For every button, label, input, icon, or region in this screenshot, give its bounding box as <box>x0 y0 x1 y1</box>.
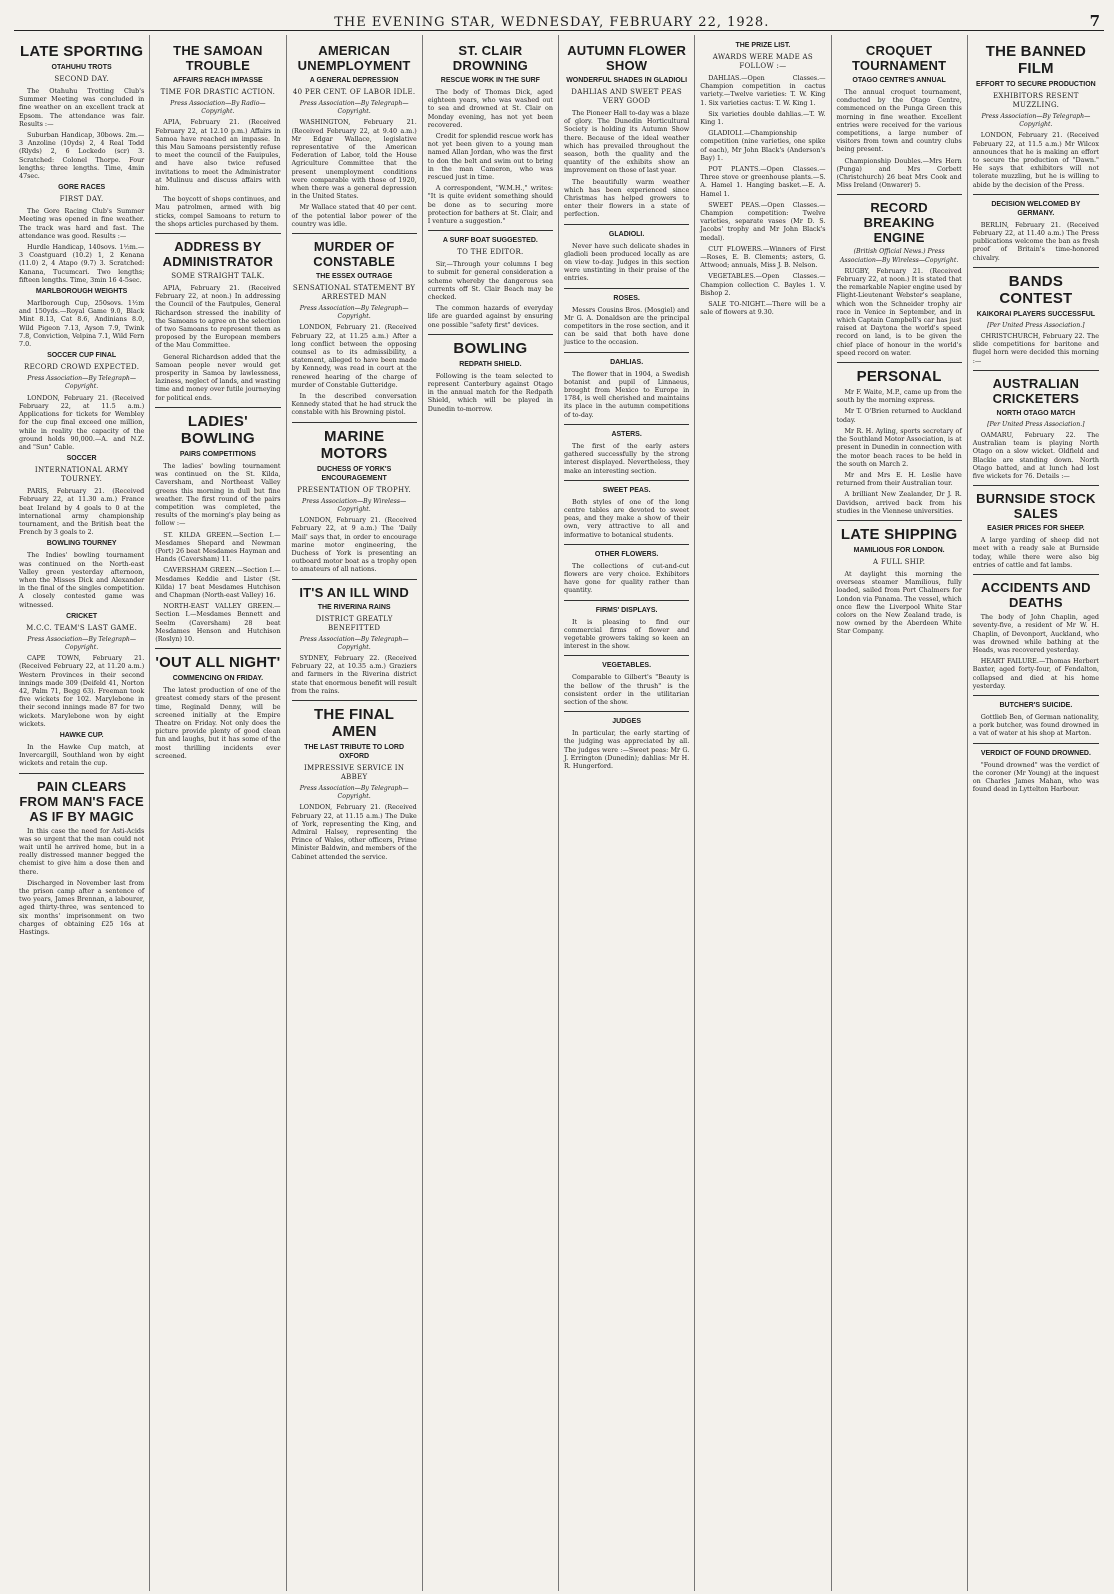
article-headline: LATE SHIPPING <box>840 525 958 543</box>
article-subhead: SOCCER CUP FINAL <box>47 352 117 360</box>
article-subhead: CRICKET <box>66 612 98 620</box>
article-divider <box>973 743 1099 744</box>
article-divider <box>564 600 689 601</box>
article-subhead: THE ESSEX OUTRAGE <box>316 273 393 281</box>
article-paragraph: VEGETABLES.—Open Classes.—Champion collection C. Bayles 1. V. Bishop 2. <box>700 272 826 297</box>
article-headline: CROQUET TOURNAMENT <box>852 43 947 73</box>
article-paragraph: The flower that in 1904, a Swedish botanist and pupil of Linnaeus, brought from Mexico to Europe in 1784, is well cherished and maintains its place in the autumn competitions of to-day. <box>564 369 690 419</box>
article-subhead: HAWKE CUP. <box>59 731 104 739</box>
article-subhead: A GENERAL DEPRESSION <box>309 77 399 84</box>
article <box>155 239 280 402</box>
article-subhead: BUTCHER'S SUICIDE. <box>999 701 1073 709</box>
article-divider <box>973 485 1099 486</box>
article-subhead: OTHER FLOWERS. <box>594 550 659 558</box>
article-divider <box>292 422 417 423</box>
article-subhead: JUDGES <box>612 718 642 726</box>
article <box>973 43 1099 189</box>
article-paragraph: The boycott of shops continues, and Mau patrolmen, armed with big sticks, compel Samoans to return to the shops articles purchased by them. <box>155 195 281 228</box>
article-dek: SENSATIONAL STATEMENT BY ARRESTED MAN <box>292 284 416 302</box>
article-paragraph: SWEET PEAS.—Open Classes.—Champion competition: Twelve varieties, separate vases (Mr D. S. Jacobs' trophy and Mr John Black's medal). <box>700 200 826 242</box>
article-credit: (British Official News.) Press Association—By Wireless—Copyright. <box>839 248 959 264</box>
article-paragraph: Six varieties double dahlias.—T. W. King 1. <box>700 109 826 127</box>
article-paragraph: The ladies' bowling tournament was continued on the St. Kilda, Caversham, and Northeast Valley greens this morning in dull but fine weather. The first round of the pairs competition was completed, the results of the morning's play being as follow :— <box>155 461 281 528</box>
article-credit: Press Association—By Telegraph—Copyright. <box>299 100 409 116</box>
article-section <box>19 351 144 451</box>
article-divider <box>564 352 689 353</box>
article-dek: TIME FOR DRASTIC ACTION. <box>160 88 276 96</box>
article-paragraph: Suburban Handicap, 30bows. 2m.—3 Anzoline (10yds) 2, 4 Real Todd (Rlyds) 2, 6 Lockedo (scr) 3. Scratched: Colonel Thorpe. Four lengths; three lengths. Time, 4min 47sec. <box>19 131 145 181</box>
article-dek: AWARDS WERE MADE AS FOLLOW :— <box>712 53 813 70</box>
page-number: 7 <box>1089 12 1100 30</box>
article-headline: LATE SPORTING <box>20 43 144 60</box>
article <box>564 661 689 706</box>
article-dek: TO THE EDITOR. <box>457 248 524 257</box>
article-headline: THE BANNED FILM <box>985 43 1087 77</box>
article-subhead: VERDICT OF FOUND DROWNED. <box>980 749 1091 757</box>
article-section <box>19 454 144 536</box>
article-headline: BANDS CONTEST <box>999 272 1073 307</box>
article-paragraph: OAMARU, February 22. The Australian team is playing North Otago on a slow wicket. Oldfield and Blackie are standing down. North Otago batted, and at lunch had lost five wickets for 76. Details :— <box>972 431 1099 481</box>
article-section <box>19 612 144 728</box>
article-paragraph: LONDON, February 21. (Received February 22, at 11.5 a.m.) Applications for tickets for Wembley for the cup final exceed one million, while in reality the capacity of the ground holds 90,000.—A. and N.Z. and "Sun" Cable. <box>19 393 145 451</box>
article-headline: AUTUMN FLOWER SHOW <box>567 43 687 73</box>
article-section <box>19 539 144 608</box>
article-headline: AUSTRALIAN CRICKETERS <box>992 375 1080 406</box>
article <box>428 236 553 329</box>
article-dek: FIRST DAY. <box>59 195 104 204</box>
article-paragraph: Comparable to Gilbert's "Beauty is the bellow of the thrush" is the consistent order in the utilitarian section of the show. <box>564 673 690 706</box>
article <box>973 491 1099 569</box>
article-paragraph: The annual croquet tournament, conducted by the Otago Centre, commenced on the Punga Green this morning in fine weather. Excellent entries were received for the various competitions, a large number of visitors from town and country clubs being present. <box>836 88 962 154</box>
article <box>973 200 1099 262</box>
article-subhead: ASTERS. <box>611 430 642 438</box>
article-divider <box>564 424 689 425</box>
article-paragraph: The body of Thomas Dick, aged eighteen years, who was washed out to sea and drowned at St. Clair on Monday evening, has not yet been recovered. <box>427 88 553 129</box>
article-paragraph: The latest production of one of the greatest comedy stars of the present time, Reginald Denny, will be screened initially at the Empire Theatre on Friday. Not only does the picture provide plenty of good clean fun and laughs, but it has some of the most thrilling incidents ever screened. <box>155 686 281 760</box>
article-paragraph: Mr and Mrs E. H. Leslie have returned from their Australian tour. <box>836 470 962 488</box>
article-paragraph: The Pioneer Hall to-day was a blaze of glory. The Dunedin Horticultural Society is holding its Autumn Show there. Because of the ideal weather which has prevailed throughout the season, both the quality and the quantity of the exhibits show an improvement on those of last year. <box>564 109 690 175</box>
article-subhead: COMMENCING ON FRIDAY. <box>172 675 264 683</box>
column-5 <box>559 35 695 1591</box>
article-subhead: VEGETABLES. <box>602 662 652 670</box>
article-subhead: SOCCER <box>66 455 97 463</box>
article <box>564 430 689 475</box>
article-divider <box>973 370 1099 371</box>
article-subhead: REDPATH SHIELD. <box>459 360 522 368</box>
article-credit: [Per United Press Association.] <box>987 321 1085 329</box>
article <box>155 654 280 760</box>
article-paragraph: Discharged in November last from the prison camp after a sentence of two years, James Brennan, a labourer, aged thirty-three, was sentenced to six months' imprisonment on two charges of obtaining £25 16s at Hastings. <box>19 878 145 937</box>
article-headline: MARINE MOTORS <box>320 427 388 462</box>
article <box>837 368 962 515</box>
article-headline: LADIES' BOWLING <box>180 412 255 447</box>
article-section <box>19 183 144 284</box>
article <box>292 239 417 417</box>
article <box>837 526 962 636</box>
article-dek: EXHIBITORS RESENT MUZZLING. <box>992 92 1079 109</box>
article-paragraph: CAPE TOWN, February 21. (Received February 22, at 11.20 a.m.) Western Provinces in their second innings made 309 (Deifeld 41, Norton 42, Palm 71, Begg 63). Freeman took five wickets for 102. Marylebone in their second innings made 87 for two wickets. Marylebone won by eight wickets. <box>19 654 145 728</box>
article-divider <box>973 194 1099 195</box>
article <box>19 43 144 768</box>
article <box>428 340 553 413</box>
article-paragraph: RUGBY, February 21. (Received February 22, at noon.) It is stated that the remarkable Napier engine used by Flight-Lieutenant Webster's seaplane, which won the Schneider trophy air race in Venice in September, and in which Captain Campbell's car has just raised at Daytona the world's speed record on land, is to be given the chief place of honour in the world's speed record on water. <box>836 266 962 357</box>
article-paragraph: A large yarding of sheep did not meet with a ready sale at Burnside today, while there were also big entries of cattle and fat lambs. <box>972 536 1099 569</box>
article-paragraph: It is pleasing to find our commercial firms of flower and vegetable growers taking so keen an interest in the show. <box>564 617 690 651</box>
article-subhead: AFFAIRS REACH IMPASSE <box>173 77 263 84</box>
article-subhead: MARLBOROUGH WEIGHTS <box>35 288 128 296</box>
article-headline: ADDRESS BY ADMINISTRATOR <box>162 239 274 270</box>
article-paragraph: Mr T. O'Brien returned to Auckland today. <box>836 407 962 424</box>
article-paragraph: HEART FAILURE.—Thomas Herbert Baxter, aged forty-four, of Fendalton, collapsed and died at his home yesterday. <box>972 657 1099 690</box>
article-paragraph: A correspondent, "W.M.H.," writes: "It is quite evident something should be done as to securing more protection for bathers at St. Clair, and I venture a suggestion." <box>427 184 553 226</box>
article-paragraph: The common hazards of everyday life are guarded against by ensuring one possible "safety first" devices. <box>427 304 553 329</box>
article-paragraph: Mr Wallace stated that 40 per cent. of the potential labor power of the country was idle. <box>291 203 417 228</box>
article-dek: M.C.C. TEAM'S LAST GAME. <box>26 623 138 632</box>
article-paragraph: POT PLANTS.—Open Classes.—Three stove or greenhouse plants.—S. A. Hamel 1. Hanging basket.—E. A. Hamel 1. <box>700 165 826 198</box>
article-divider <box>837 520 962 521</box>
article-paragraph: In the Hawke Cup match, at Invercargill, Southland won by eight wickets and retain the cup. <box>19 742 145 768</box>
article-paragraph: Mr R. H. Ayling, sports secretary of the Southland Motor Association, is at present in Dunedin in connection with the motor beach races to be held in the south on March 2. <box>836 426 962 468</box>
article-divider <box>564 288 689 289</box>
article <box>564 486 689 539</box>
article-subhead: THE PRIZE LIST. <box>735 42 791 49</box>
article-headline: ACCIDENTS AND DEATHS <box>981 580 1091 611</box>
article <box>564 358 689 419</box>
article-headline: THE SAMOAN TROUBLE <box>173 43 263 73</box>
article-subhead: RESCUE WORK IN THE SURF <box>440 77 540 84</box>
article-credit: Press Association—By Wireless—Copyright. <box>302 497 407 513</box>
article-subhead: SWEET PEAS. <box>602 486 651 494</box>
article <box>973 701 1099 738</box>
article-divider <box>973 695 1099 696</box>
article-headline: BOWLING <box>453 339 528 357</box>
article-divider <box>155 233 280 234</box>
article-paragraph: The Gore Racing Club's Summer Meeting was opened in fine weather. The track was hard and fast. The attendance was good. Results :— <box>19 207 145 240</box>
article-credit: Press Association—By Telegraph—Copyright. <box>299 635 409 651</box>
article-divider <box>155 407 280 408</box>
article-dek: SOME STRAIGHT TALK. <box>171 272 265 281</box>
article-subhead: MAMILIOUS FOR LONDON. <box>853 546 945 554</box>
article-subhead: DUCHESS OF YORK'S ENCOURAGEMENT <box>316 465 392 482</box>
article-divider <box>292 700 417 701</box>
article-divider <box>564 711 689 712</box>
article-paragraph: The beautifully warm weather which has been experienced since Christmas has helped growers to enter their flowers in a state of perfection. <box>564 177 690 219</box>
article-headline: IT'S AN ILL WIND <box>299 584 409 600</box>
article-paragraph: CUT FLOWERS.—Winners of First—Roses, E. B. Clements; asters, G. Attwood; annuals, Miss J. B. Nelson. <box>700 244 826 270</box>
article-credit: Press Association—By Telegraph—Copyright. <box>299 784 409 801</box>
article <box>973 580 1099 690</box>
article-subhead: ROSES. <box>613 294 640 302</box>
article-credit: Press Association—By Telegraph—Copyright. <box>299 305 409 321</box>
article <box>837 43 962 189</box>
article-subhead: GORE RACES <box>58 184 106 192</box>
article-divider <box>564 655 689 656</box>
article-subhead: OTAHUHU TROTS <box>51 64 112 71</box>
article-subhead: THE LAST TRIBUTE TO LORD OXFORD <box>304 743 405 760</box>
article-subhead: OTAGO CENTRE'S ANNUAL <box>852 77 946 84</box>
article-subhead: NORTH OTAGO MATCH <box>996 409 1076 417</box>
column-6 <box>695 35 831 1591</box>
article-paragraph: At daylight this morning the overseas steamer Mamilious, fully loaded, sailed from Port Chalmers for London via Panama. The vessel, which once flew the Liverpool White Star colors on the New Zealand trade, is now owned by the Aberdeen White Star Company. <box>836 569 962 636</box>
article-paragraph: LONDON, February 21. (Received February 22, at 9 a.m.) The 'Daily Mail' says that, in order to encourage marine motor engineering, the Duchess of York is presenting an outboard motor boat as a trophy open to amateurs of all nations. <box>291 516 417 574</box>
article-subhead: FIRMS' DISPLAYS. <box>595 606 658 614</box>
article-dek: PRESENTATION OF TROPHY. <box>297 485 411 494</box>
article <box>19 779 144 937</box>
article-subhead: DECISION WELCOMED BY GERMANY. <box>991 200 1081 217</box>
article-paragraph: Hurdle Handicap, 140sovs. 1½m.—3 Coastguard (10.2) 1, 2 Kenana (11.0) 2, 4 Atapo (9.7) 3. Scratched: Kanana, Tucumcari. Two lengths; fifteen lengths. Time, 3min 16 4-5sec. <box>19 243 145 284</box>
article-section <box>19 731 144 768</box>
article-paragraph: The body of John Chaplin, aged seventy-five, a resident of Mr W. H. Chaplin, of Devonport, Auckland, who was drowned while bathing at the Heads, was recovered yesterday. <box>972 613 1099 654</box>
article-paragraph: APIA, February 21. (Received February 22, at 12.10 p.m.) Affairs in Samoa have reached an impasse. In this Mau Samoans persistently refuse to meet the council of the Fauipules, and have also twice refused invitations to meet the Administrator at Mulinuu and discuss affairs with him. <box>155 118 281 193</box>
article-dek: DISTRICT GREATLY BENEFITTED <box>315 614 393 632</box>
article-paragraph: General Richardson added that the Samoan people never would get prosperity in Samoa by lawlessness, laziness, neglect of lands, and wasting time and money over futile journeying for political ends. <box>155 352 281 402</box>
article-paragraph: APIA, February 21. (Received February 22, at noon.) In addressing the Council of the Fautpules, General Richardson stressed the inability of the Samoans to agree on the selection of two Samoans to represent them as proposed by the European members of the Mau Committee. <box>155 284 281 350</box>
article-paragraph: CAVERSHAM GREEN.—Section I.—Mesdames Keddie and Lister (St. Kilda) 17 beat Mesdames Hutchison and Chapman (North-east Valley) 16. <box>155 566 281 599</box>
article-paragraph: The collections of cut-and-cut flowers are very choice. Exhibitors have gone for quality rather than quantity. <box>564 561 690 595</box>
article-paragraph: Credit for splendid rescue work has not yet been given to a young man named Allan Jordan, who was the first to don the belt and swim out to bring in the man Cameron, who was rescued just in time. <box>427 132 553 182</box>
article-paragraph: Following is the team selected to represent Canterbury against Otago in the annual match for the Redpath Shield, which will be played in Dunedin to-morrow. <box>427 371 553 413</box>
article-section <box>19 287 144 348</box>
masthead <box>14 6 1104 31</box>
article-headline: PERSONAL <box>856 368 942 386</box>
article-headline: BURNSIDE STOCK SALES <box>976 491 1096 522</box>
article <box>428 43 553 225</box>
article-dek: INTERNATIONAL ARMY TOURNEY. <box>34 466 129 484</box>
article-paragraph: GLADIOLI.—Championship competition (nine varieties, one spike of each), Mr John Black's (Anderson's Bay) 1. <box>700 129 826 162</box>
article-headline: RECORD BREAKING ENGINE <box>863 200 935 246</box>
article-divider <box>564 544 689 545</box>
article-subhead: PAIRS COMPETITIONS <box>179 450 256 458</box>
article-paragraph: Marlborough Cup, 250sovs. 1½m and 150yds.—Royal Game 9.0, Black Mint 8.13, Cat 8.6, Andinians 8.0, Wild Pigeon 7.13, Ayson 7.9, Twink 7.8, Conviction, Velpina 7.1, Wild Fern 7.0. <box>19 299 145 349</box>
article-paragraph: Messrs Cousins Bros. (Mosgiel) and Mr G. A. Donaldson are the principal competitors in the rose section, and it can be said that both have done justice to the occasion. <box>564 305 690 347</box>
article <box>155 413 280 643</box>
article-paragraph: SALE TO-NIGHT.—There will be a sale of flowers at 9.30. <box>700 300 826 317</box>
article-paragraph: The Indies' bowling tournament was continued on the North-east Valley green yesterday afternoon, when the Misses Dick and Alexander in the final of the singles competition. A closely contested game was witnessed. <box>19 551 145 609</box>
article-subhead: EFFORT TO SECURE PRODUCTION <box>976 81 1096 88</box>
article-paragraph: In particular, the early starting of the judging was appreciated by all. The judges were :—Sweet peas: Mr G. J. Errington (Dunedin); dahlias: Mr H. R. Hungerford. <box>564 729 690 770</box>
article-dek: IMPRESSIVE SERVICE IN ABBEY <box>303 763 405 781</box>
article-paragraph: The Otahuhu Trotting Club's Summer Meeting was concluded in fine weather on an excellent track at Epsom. The attendance was fair. Results :— <box>19 87 145 128</box>
article-subhead: WONDERFUL SHADES IN GLADIOLI <box>566 77 688 84</box>
article-paragraph: DAHLIAS.—Open Classes.—Champion competition in cactus variety.—Twelve varieties: T. W. King 1. Six varieties cactus: T. W. King 1. <box>700 74 826 107</box>
article <box>837 200 962 357</box>
article-paragraph: Championship Doubles.—Mrs Hern (Punga) and Mrs Corbett (Christchurch) 26 beat Mrs Cook and Miss Ireland (Onwarer) 5. <box>836 156 962 190</box>
article <box>292 585 417 695</box>
article-credit: [Per United Press Association.] <box>987 420 1085 428</box>
article-credit: Press Association—By Telegraph—Copyright. <box>27 635 137 651</box>
article-headline: PAIN CLEARS FROM MAN'S FACE AS IF BY MAGIC <box>19 778 144 824</box>
article-paragraph: In this case the need for Asti-Acids was so urgent that the man could not wait until he arrived home, but in a really distressed manner begged the chemist to give him a dose then and there. <box>19 826 145 876</box>
column-4 <box>423 35 559 1591</box>
column-1 <box>14 35 150 1591</box>
article-paragraph: Mr F. Waite, M.P., came up from the south by the morning express. <box>836 388 962 405</box>
article-divider <box>155 648 280 649</box>
article-paragraph: Gottlieb Ben, of German nationality, a pork butcher, was found drowned in a vat of water at his shop at Marton. <box>972 712 1099 738</box>
article-paragraph: NORTH-EAST VALLEY GREEN.—Section I.—Mesdames Bennett and Seelm (Caversham) 28 beat Mesdames Henson and Hutchison (Roslyn) 10. <box>155 602 281 643</box>
article-headline: ST. CLAIR DROWNING <box>452 43 528 73</box>
column-7 <box>832 35 968 1591</box>
masthead-title: THE EVENING STAR, WEDNESDAY, FEBRUARY 22, 1928. <box>334 15 770 30</box>
article-dek: DAHLIAS AND SWEET PEAS VERY GOOD <box>571 88 682 105</box>
article-section <box>19 63 144 180</box>
article-divider <box>973 267 1099 268</box>
article-dek: A FULL SHIP. <box>872 557 926 566</box>
article-headline: THE FINAL AMEN <box>314 705 395 740</box>
article-dek: SECOND DAY. <box>54 75 109 83</box>
article-paragraph: LONDON, February 21. (Received February 22, at 11.25 a.m.) After a long conflict between the opposing counsel as to its admissibility, a statement, alleged to have been made by Kennedy, was read in court at the renewed hearing of the charge of murder of Constable Gutteridge. <box>291 323 417 389</box>
article-subhead: THE RIVERINA RAINS <box>317 603 391 611</box>
article-paragraph: BERLIN, February 21. (Received February 22, at 11.40 a.m.) The Press publications welcome the ban as fresh proof of Britain's time-honored chivalry. <box>972 220 1099 262</box>
article-paragraph: "Found drowned" was the verdict of the coroner (Mr Young) at the inquest on Charles James Mahan, who was found dead in Lyttelton Harbour. <box>972 760 1099 794</box>
article-paragraph: CHRISTCHURCH, February 22. The slide competitions for baritone and flugel horn were decided this morning :— <box>972 332 1099 365</box>
article <box>564 550 689 595</box>
article-divider <box>292 233 417 234</box>
article-paragraph: WASHINGTON, February 21. (Received February 22, at 9.40 a.m.) Mr Edgar Wallace, legislative representative of the American Federation of Labor, told the House Agriculture Committee that the present unemployment conditions were comparable with those of 1920, when there was a general depression in the United States. <box>291 118 417 201</box>
article <box>292 706 417 861</box>
article-credit: Press Association—By Telegraph—Copyright. <box>27 375 137 391</box>
article-dek: RECORD CROWD EXPECTED. <box>24 363 140 372</box>
article <box>564 230 689 283</box>
article-paragraph: ST. KILDA GREEN.—Section I.—Mesdames Shepard and Newman (Port) 26 beat Mesdames Hayman and Hands (Caversham) 11. <box>155 530 281 564</box>
article <box>564 717 689 770</box>
article-divider <box>837 362 962 363</box>
article <box>292 43 417 228</box>
article-paragraph: SYDNEY, February 22. (Received February 22, at 10.35 a.m.) Graziers and farmers in the Riverina district state that enormous benefit will result from the rains. <box>291 653 417 695</box>
article-paragraph: In the described conversation Kennedy stated that he had struck the constable with his Browning pistol. <box>291 392 417 417</box>
article-divider <box>19 773 144 774</box>
article-paragraph: A brilliant New Zealander, Dr J. R. Davidson, arrived back from his studies in the Viennese universities. <box>836 490 962 515</box>
article-subhead: A SURF BOAT SUGGESTED. <box>442 237 538 245</box>
article <box>973 749 1099 794</box>
article-divider <box>564 224 689 225</box>
article-subhead: GLADIOLI. <box>608 230 645 238</box>
article-subhead: BOWLING TOURNEY <box>46 540 117 548</box>
article <box>564 294 689 347</box>
article <box>700 41 825 316</box>
article <box>973 376 1099 480</box>
article <box>564 43 689 219</box>
article-paragraph: PARIS, February 21. (Received February 22, at 11.30 a.m.) France beat Ireland by 4 goals to 0 at the international army championship tournament, and the British beat the French by 3 goals to 2. <box>19 487 145 537</box>
article-subhead: KAIKORAI PLAYERS SUCCESSFUL <box>976 310 1096 318</box>
article-subhead: DAHLIAS. <box>610 358 644 366</box>
article <box>155 43 280 228</box>
article-paragraph: LONDON, February 21. (Received February 22, at 11.5 a.m.) Mr Wilcox announces that he is making an effort to secure the production of "Dawn." He says that exhibitors will not tolerate muzzling, but he is willing to abide by the decision of the Press. <box>972 131 1099 189</box>
article-divider <box>973 574 1099 575</box>
article-paragraph: Never have such delicate shades in gladioli been produced locally as are on view to-day. Judges in this section were unstinting in their praise of the entries. <box>564 241 690 283</box>
article-paragraph: Sir,—Through your columns I beg to submit for general consideration a scheme whereby the dangerous sea currents off St. Clair Beach may be checked. <box>427 260 553 302</box>
article-headline: MURDER OF CONSTABLE <box>313 239 395 270</box>
article-paragraph: The first of the early asters gathered successfully by the strong interest displayed. Nevertheless, they make an interesting section. <box>564 441 690 475</box>
article-divider <box>837 194 962 195</box>
article <box>564 606 689 651</box>
column-grid <box>14 35 1104 1591</box>
article-paragraph: LONDON, February 21. (Received February 22, at 11.15 a.m.) The Duke of York, representing the King, and Admiral Halsey, representing the Prince of Wales, other officers, Prime Minister Baldwin, and members of the Cabinet attended the service. <box>291 803 417 861</box>
article-credit: Press Association—By Telegraph—Copyright. <box>981 113 1091 129</box>
article-divider <box>428 230 553 231</box>
article-headline: 'OUT ALL NIGHT' <box>155 654 281 672</box>
article <box>292 428 417 574</box>
article-paragraph: Both styles of one of the long centre tables are devoted to sweet peas, and they make a show of their own, very attractive to all and informative to botanical students. <box>564 497 690 539</box>
column-8 <box>968 35 1104 1591</box>
article-divider <box>292 579 417 580</box>
article-divider <box>564 480 689 481</box>
article-dek: 40 PER CENT. OF LABOR IDLE. <box>292 88 416 96</box>
column-3 <box>287 35 423 1591</box>
column-2 <box>150 35 286 1591</box>
article-headline: AMERICAN UNEMPLOYMENT <box>297 43 411 73</box>
article-divider <box>428 334 553 335</box>
article <box>973 273 1099 365</box>
article-credit: Press Association—By Radio—Copyright. <box>170 100 266 116</box>
article-subhead: EASIER PRICES FOR SHEEP. <box>987 525 1085 533</box>
